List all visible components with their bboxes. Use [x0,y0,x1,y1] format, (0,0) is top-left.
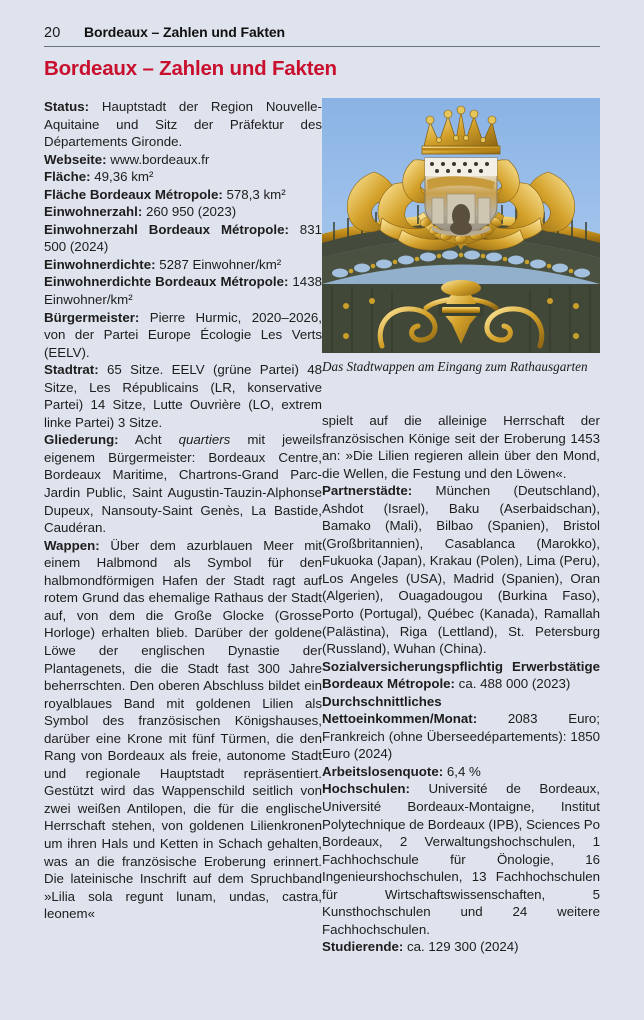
fact-label: Arbeitslosenquote: [322,763,444,779]
fact-label: Einwohnerzahl: [44,204,143,220]
running-head-title: Bordeaux – Zahlen und Fakten [84,24,286,40]
fact-label: Studierende: [322,939,404,955]
fact-value: Über dem azurblauen Meer mit einem Halbmond als Symbol für den halbmondförmigen Hafen der Stadt ragt auf rotem Grund das ehemalige Rathaus der Stadt auf, von dem die Große Glocke (Grosse Horloge) erhalten blieb. Darüber der goldene Löwe der englischen Dynastie der Plantagenets, die die Stadt fast 300 Jahre beherrschten. Den oberen Abschluss bildet ein royalblaues Band mit goldenen Lilien als Symbol des französischen Königshauses, darüber eine Krone mit fünf Türmen, die den Rang von Bordeaux als freie, autonome Stadt und regionale Hauptstadt repräsentiert. Gestützt wird das Wappenschild seitlich von zwei weißen Antilopen, die für die englische Herrschaft stehen, von goldenen Lilienkronen um ihren Hals und Ketten in Schach gehalten, was an die französische Eroberung erinnert. Die lateinische Inschrift auf dem Spruchband »Lilia sola regunt lunam, undas, castra, leonem« [44,537,322,922]
fact-label: Sozialversicherungspflichtig Erwerbstätige Bordeaux Métropole: [322,658,600,692]
figure-caption: Das Stadtwappen am Eingang zum Rathausgarten [322,359,588,374]
fact-label: Status: [44,99,90,114]
fact-status [44,98,322,151]
fact-flaeche-metropole [44,186,322,204]
fact-label: Bürgermeister: [44,309,140,325]
fact-value: Université de Bordeaux, Université Bordeaux-Montaigne, Institut Polytechnique de Bordeaux (IPB), Sciences Po Bordeaux, 2 Verwaltungshochschulen, 1 Fachhochschule für Önologie, 16 Ingenieurshochschulen, 13 Fachhochschulen für Wirtschaftswissenschaften, 5 Kunsthochschulen und 24 weitere Fachhochschulen. [322,781,600,937]
fact-partnerstaedte [322,482,600,657]
fact-webseite [44,151,322,169]
fact-label: Durchschnittliches Nettoeinkommen/Monat: [322,693,478,727]
fact-label: Webseite: [44,151,107,167]
fact-value: 6,4 % [443,763,481,779]
fact-erwerbstaetige [322,658,600,693]
fact-einwohnerdichte [44,256,322,274]
fact-value: 49,36 km² [90,169,154,185]
fact-einwohnerzahl [44,203,322,221]
fact-einwohnerzahl-metropole [44,221,322,256]
fact-gliederung [44,431,322,536]
fact-value: Pierre Hurmic, 2020–2026, von der Partei Europe Écologie Les Verts (EELV). [44,309,322,360]
fact-label: Hochschulen: [322,781,410,797]
left-column [44,98,322,923]
fact-value-italic: quartiers [178,432,231,448]
fact-arbeitslosenquote [322,763,600,781]
figure-image [322,98,600,353]
running-head [44,24,600,47]
fact-value: 578,3 km² [222,186,286,202]
fact-label: Einwohnerzahl Bordeaux Métropole: [44,221,289,237]
fact-label: Einwohnerdichte: [44,256,156,272]
fact-label: Fläche: [44,169,91,185]
fact-label: Fläche Bordeaux Métropole: [44,186,223,202]
fact-label: Partnerstädte: [322,483,413,499]
fact-value: 1438 Einwohner/km² [44,274,322,308]
fact-stadtrat [44,361,322,431]
fact-value: Hauptstadt der Region Nouvelle-Aquitaine und Sitz der Präfektur des Départements Gironde. [44,99,322,150]
fact-value: München (Deutschland), Ashdot (Israel), Baku (Aserbaidschan), Bamako (Mali), Bilbao (Spanien), Bristol (Großbritannien), Casablanca (Marokko), Fukuoka (Japan), Krakau (Polen), Lima (Peru), Los Angeles (USA), Madrid (Spanien), Oran (Algerien), Ouagadougou (Burkina Faso), Porto (Portugal), Québec (Kanada), Ramallah (Palästina), Riga (Lettland), St. Petersburg (Russland), Wuhan (China). [322,483,600,657]
page-title: Bordeaux – Zahlen und Fakten [44,57,337,80]
fact-value: 65 Sitze. EELV (grüne Partei) 48 Sitze, Les Républicains (LR, konservative Partei) 14 Sitze, Lutte Ouvrière (LO, extrem linke Partei) 3 Sitze. [44,362,322,430]
fact-value: ca. 129 300 (2024) [403,939,519,955]
gate-illustration [322,98,600,353]
fact-label: Einwohnerdichte Bordeaux Métropole: [44,274,289,290]
fact-einwohnerdichte-metropole [44,273,322,308]
fact-value: ca. 488 000 (2023) [454,676,571,692]
fact-label: Gliederung: [44,432,119,448]
wappen-continuation: spielt auf die alleinige Herrschaft der französischen Könige seit der Eroberung 1453 an: »Die Lilien regieren allein über den Mond, die Wellen, die Festung und den Löwen«. [322,413,600,481]
fact-value: 5287 Einwohner/km² [155,256,282,272]
fact-wappen [44,537,322,923]
fact-value: www.bordeaux.fr [106,151,210,167]
fact-label: Wappen: [44,537,100,553]
fact-value: 260 950 (2023) [142,204,237,220]
fact-value: 831 500 (2024) [44,221,322,255]
fact-flaeche [44,168,322,186]
fact-buergermeister [44,309,322,362]
fact-nettoeinkommen [322,693,600,763]
fact-value-part2: mit jeweils eigenem Bürgermeister: Bordeaux Centre, Bordeaux Maritime, Chartrons-Grand Parc-Jardin Public, Saint Augustin-Tauzin-Alphonse Dupeux, Nansouty-Saint Genès, La Bastide, Caudéran. [44,432,322,536]
fact-studierende [322,938,600,956]
fact-value-part1: Acht [118,432,179,448]
fact-value: 2083 Euro; Frankreich (ohne Überseedépartements): 1850 Euro (2024) [322,711,600,762]
fact-hochschulen [322,780,600,938]
right-column [322,412,600,956]
page-number: 20 [44,25,61,41]
photo-canvas [322,98,600,353]
fact-label: Stadtrat: [44,362,99,378]
